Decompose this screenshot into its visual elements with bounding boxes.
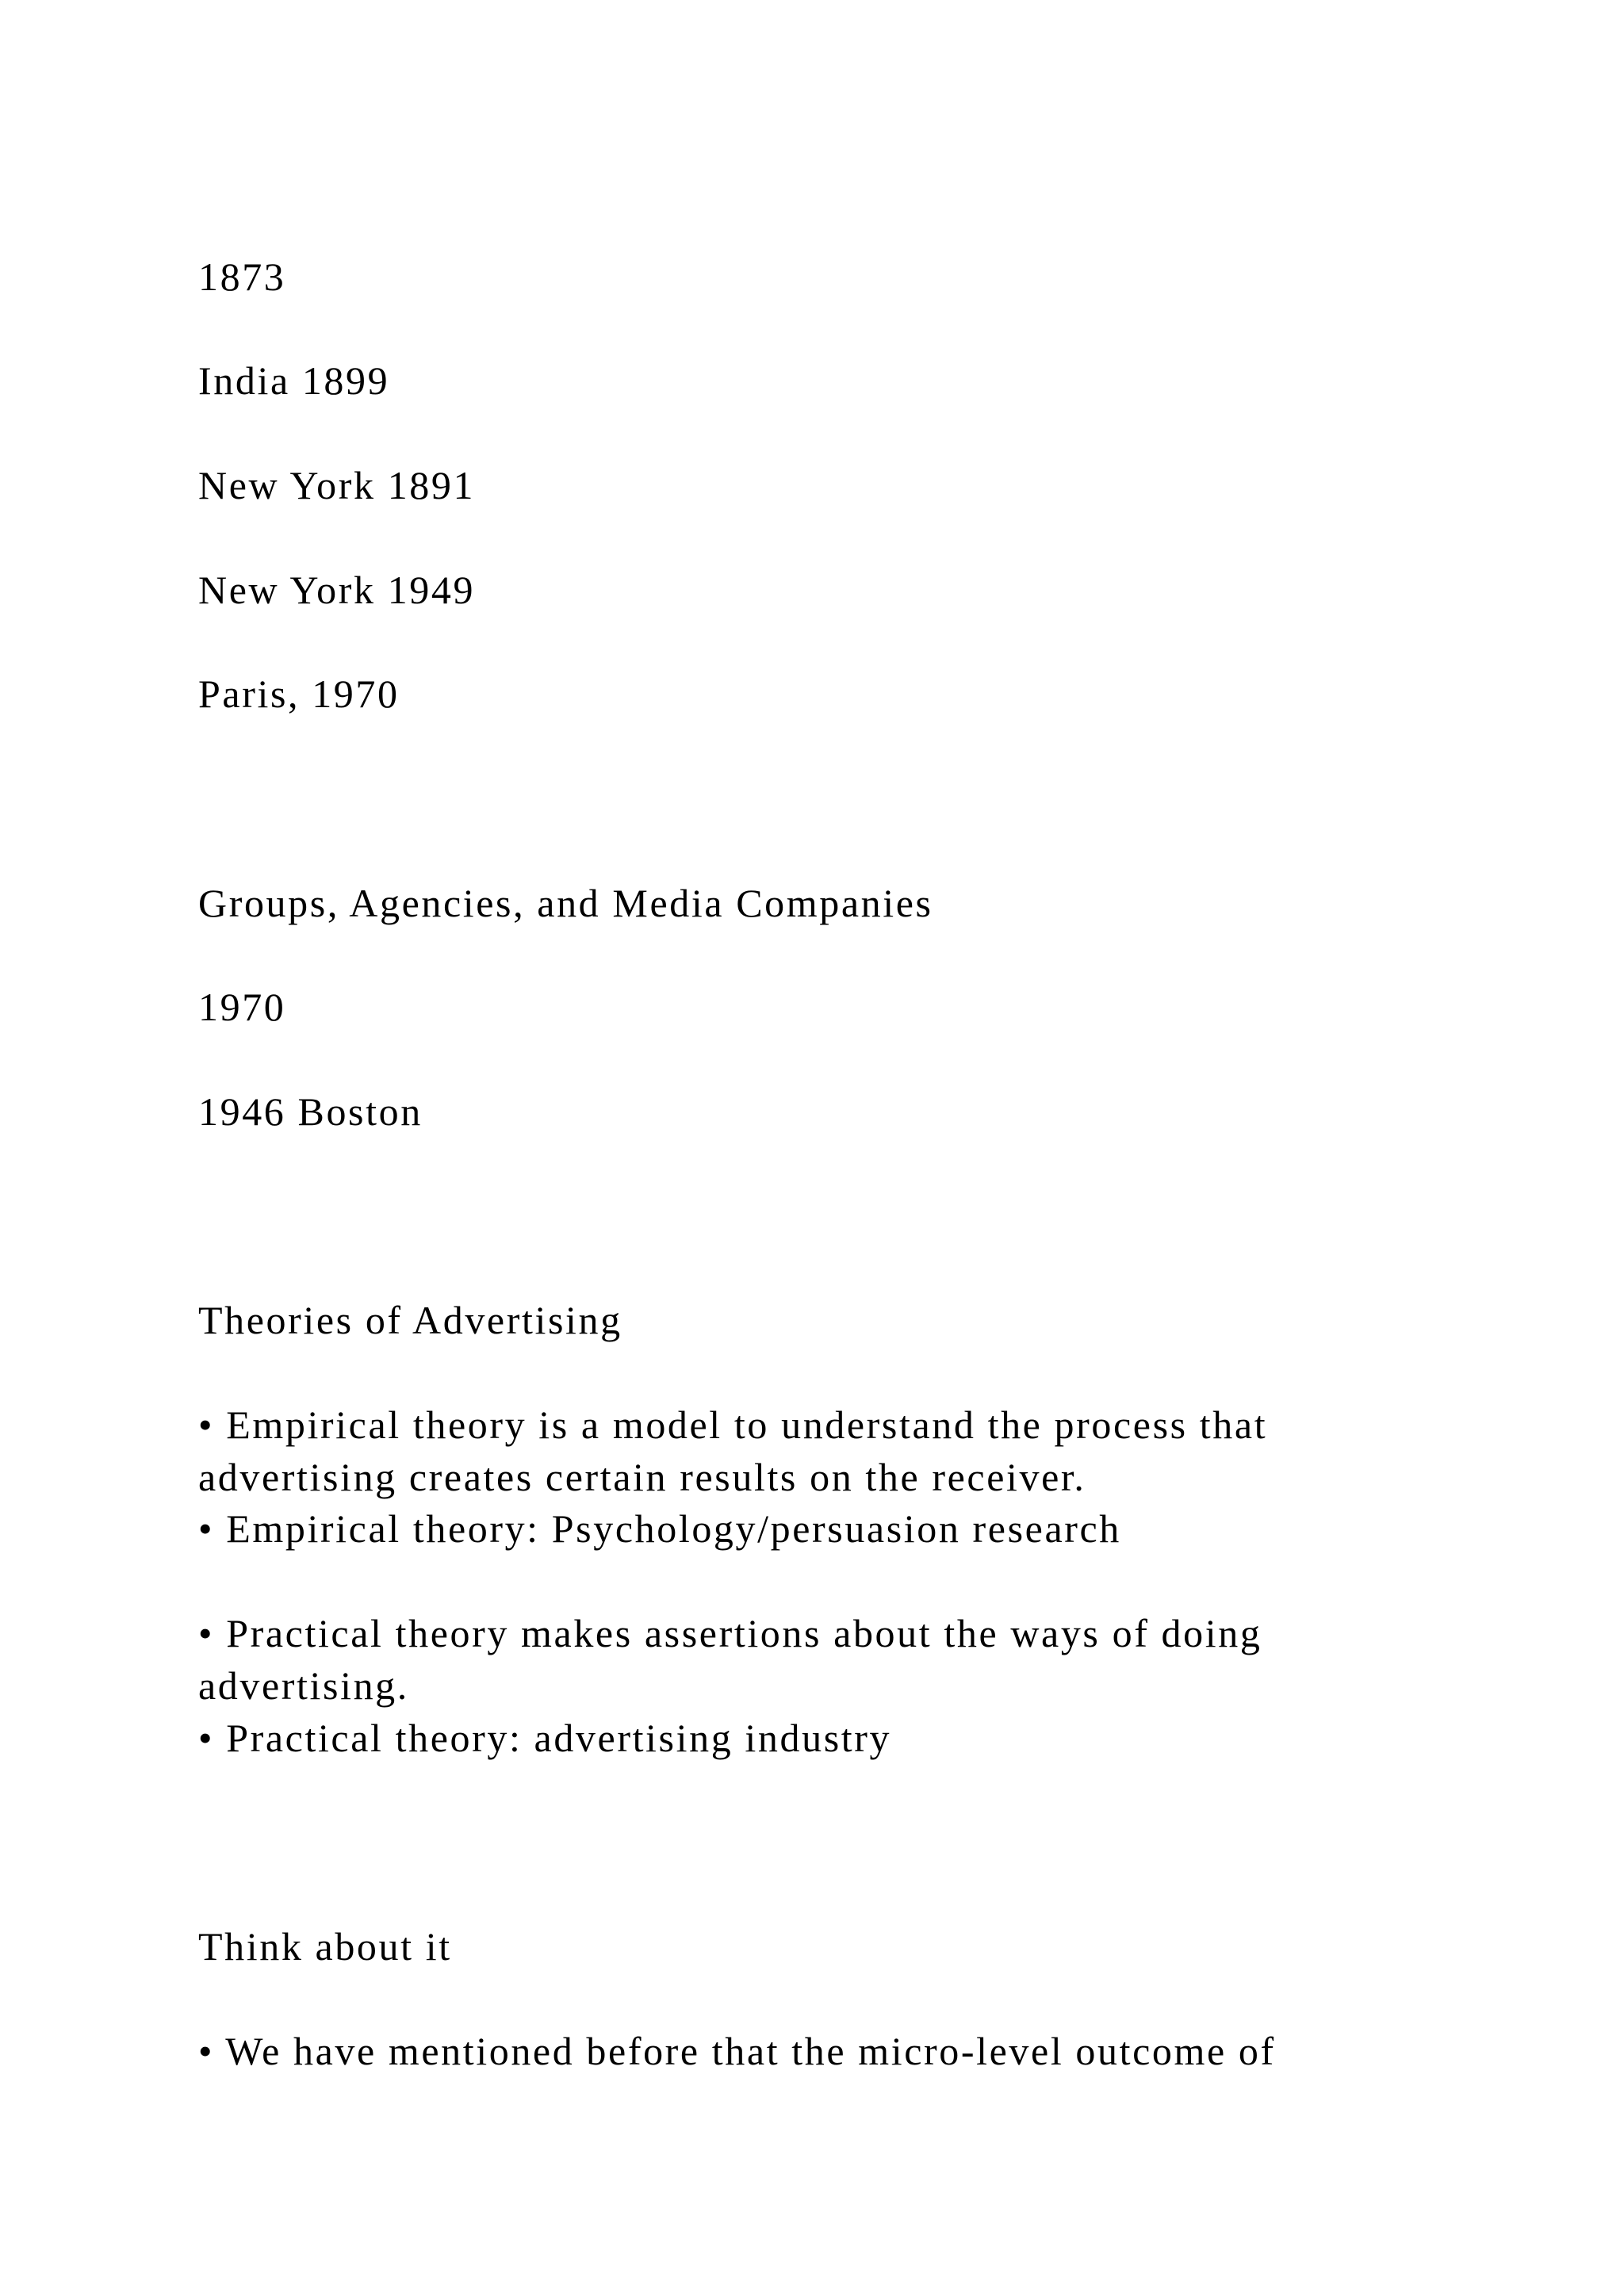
bullet-item: • Practical theory: advertising industry — [198, 1716, 892, 1760]
text-line: Paris, 1970 — [198, 672, 400, 716]
bullet-item: • We have mentioned before that the micro-level outcome of — [198, 2029, 1276, 2073]
text-line: 1946 Boston — [198, 1089, 423, 1134]
section-heading: Groups, Agencies, and Media Companies — [198, 881, 933, 925]
bullet-item: • Empirical theory is a model to understand the process that — [198, 1402, 1268, 1447]
section-heading: Think about it — [198, 1924, 452, 1969]
bullet-continuation: advertising. — [198, 1663, 409, 1708]
text-line: New York 1891 — [198, 463, 476, 507]
bullet-continuation: advertising creates certain results on the receiver. — [198, 1455, 1086, 1499]
bullet-item: • Practical theory makes assertions about the ways of doing — [198, 1611, 1262, 1655]
text-line: 1873 — [198, 254, 286, 299]
text-line: India 1899 — [198, 358, 390, 403]
bullet-item: • Empirical theory: Psychology/persuasion research — [198, 1506, 1121, 1551]
text-line: New York 1949 — [198, 568, 476, 612]
text-line: 1970 — [198, 985, 286, 1029]
section-heading: Theories of Advertising — [198, 1298, 622, 1342]
